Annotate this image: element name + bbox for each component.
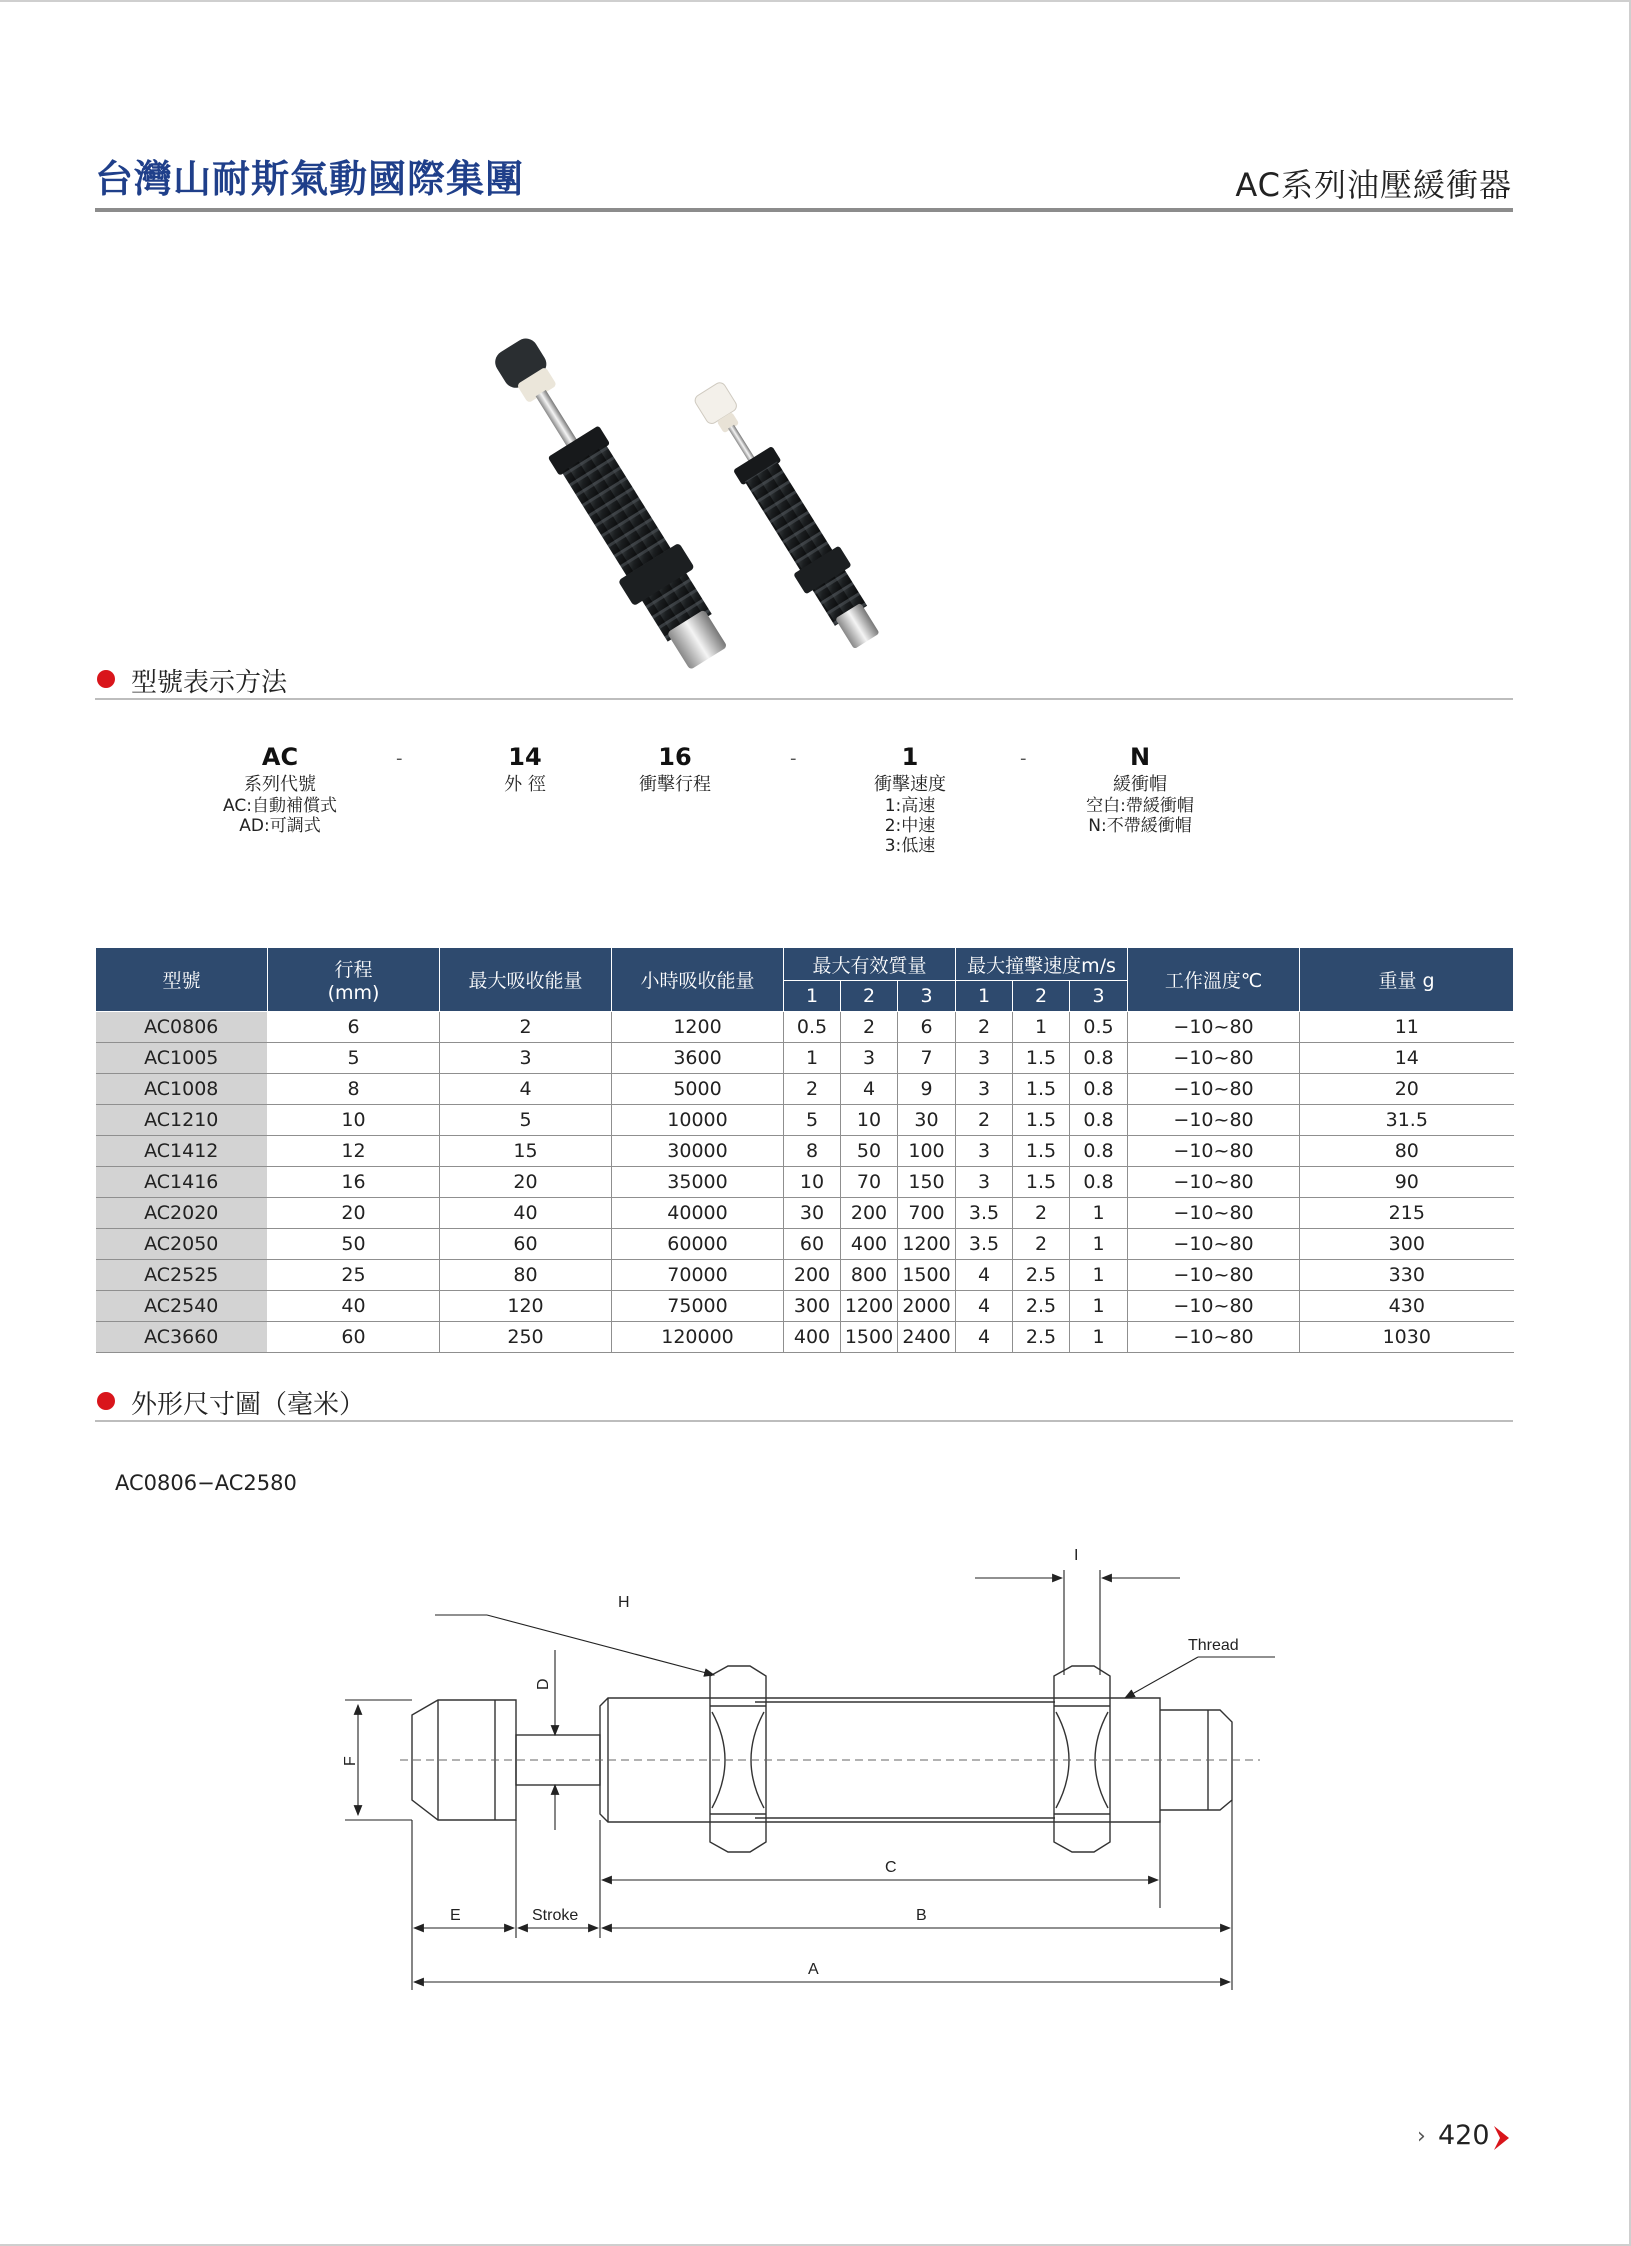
table-cell: 1500 — [898, 1260, 956, 1291]
table-cell: 31.5 — [1300, 1105, 1514, 1136]
header-sub: 1 — [784, 981, 841, 1012]
table-cell: 0.8 — [1070, 1136, 1128, 1167]
table-cell: 5 — [268, 1043, 440, 1074]
table-cell: 90 — [1300, 1167, 1514, 1198]
table-row — [96, 1105, 1514, 1136]
table-cell: 75000 — [612, 1291, 784, 1322]
table-cell: 40 — [268, 1291, 440, 1322]
table-cell: 60000 — [612, 1229, 784, 1260]
table-cell: 0.8 — [1070, 1167, 1128, 1198]
table-cell: 1 — [1070, 1291, 1128, 1322]
model-code-speed — [850, 740, 970, 856]
code-value: 1 — [901, 743, 919, 771]
table-cell: 120000 — [612, 1322, 784, 1353]
table-cell: 0.8 — [1070, 1074, 1128, 1105]
table-cell: 3 — [956, 1136, 1013, 1167]
table-row — [96, 1012, 1514, 1043]
table-cell: 10 — [841, 1105, 898, 1136]
cell-model: AC3660 — [96, 1322, 268, 1353]
table-cell: 15 — [440, 1136, 612, 1167]
dim-label-thread: Thread — [1188, 1637, 1239, 1654]
table-cell: 3 — [440, 1043, 612, 1074]
table-cell: 250 — [440, 1322, 612, 1353]
model-code-stroke — [620, 740, 730, 796]
table-cell: −10~80 — [1128, 1291, 1300, 1322]
table-row — [96, 1167, 1514, 1198]
table-cell: 200 — [841, 1198, 898, 1229]
table-row — [96, 1260, 1514, 1291]
table-cell: −10~80 — [1128, 1260, 1300, 1291]
table-cell: 8 — [784, 1136, 841, 1167]
table-cell: 1200 — [612, 1012, 784, 1043]
table-cell: 2 — [1013, 1229, 1070, 1260]
table-cell: 3 — [956, 1043, 1013, 1074]
table-row — [96, 1043, 1514, 1074]
section-title: 外形尺寸圖（毫米） — [131, 1390, 366, 1420]
page-border-top — [0, 0, 1631, 2]
table-cell: 40 — [440, 1198, 612, 1229]
table-cell: 6 — [268, 1012, 440, 1043]
table-cell: 7 — [898, 1043, 956, 1074]
code-desc: 2:中速 — [884, 816, 936, 836]
model-code-series — [200, 740, 360, 836]
table-cell: 4 — [440, 1074, 612, 1105]
table-cell: 0.5 — [784, 1012, 841, 1043]
header-sub: 2 — [841, 981, 898, 1012]
table-cell: 80 — [440, 1260, 612, 1291]
header-stroke-label: 行程 — [334, 959, 373, 981]
table-cell: 2 — [956, 1012, 1013, 1043]
page-number: 420 — [1438, 2120, 1490, 2151]
table-cell: 80 — [1300, 1136, 1514, 1167]
dim-label-h: H — [618, 1594, 630, 1611]
table-cell: 60 — [784, 1229, 841, 1260]
table-cell: 70000 — [612, 1260, 784, 1291]
table-cell: 9 — [898, 1074, 956, 1105]
table-cell: 150 — [898, 1167, 956, 1198]
table-cell: 10000 — [612, 1105, 784, 1136]
table-cell: 2 — [1013, 1198, 1070, 1229]
table-cell: 12 — [268, 1136, 440, 1167]
table-cell: 25 — [268, 1260, 440, 1291]
table-cell: 2.5 — [1013, 1260, 1070, 1291]
table-cell: 200 — [784, 1260, 841, 1291]
dim-label-stroke: Stroke — [532, 1907, 579, 1924]
table-cell: 2 — [841, 1012, 898, 1043]
header-weight: 重量 g — [1300, 948, 1514, 1012]
table-cell: 2.5 — [1013, 1291, 1070, 1322]
table-cell: 400 — [841, 1229, 898, 1260]
table-cell: −10~80 — [1128, 1198, 1300, 1229]
code-desc: 1:高速 — [884, 796, 936, 816]
table-cell: 50 — [841, 1136, 898, 1167]
table-cell: 300 — [784, 1291, 841, 1322]
table-cell: 30 — [784, 1198, 841, 1229]
dim-label-i: I — [1074, 1547, 1079, 1564]
table-cell: 1200 — [841, 1291, 898, 1322]
section-title: 型號表示方法 — [131, 668, 288, 698]
table-cell: 2400 — [898, 1322, 956, 1353]
code-desc: 3:低速 — [884, 836, 936, 856]
table-cell: 20 — [440, 1167, 612, 1198]
header-sub: 3 — [898, 981, 956, 1012]
table-cell: 430 — [1300, 1291, 1514, 1322]
table-cell: 6 — [898, 1012, 956, 1043]
table-cell: 30000 — [612, 1136, 784, 1167]
table-cell: 1 — [1070, 1260, 1128, 1291]
dim-label-c: C — [885, 1859, 897, 1876]
model-code-bore — [470, 740, 580, 796]
code-label: 緩衝帽 — [1113, 774, 1167, 795]
table-cell: 60 — [268, 1322, 440, 1353]
product-photo — [480, 290, 1100, 670]
dim-label-e: E — [450, 1907, 461, 1924]
table-cell: 5000 — [612, 1074, 784, 1105]
table-cell: 20 — [268, 1198, 440, 1229]
header-model: 型號 — [96, 948, 268, 1012]
table-cell: 8 — [268, 1074, 440, 1105]
table-cell: 1 — [1070, 1322, 1128, 1353]
table-row — [96, 1136, 1514, 1167]
table-cell: 3 — [956, 1074, 1013, 1105]
header-stroke-unit: (mm) — [327, 982, 380, 1004]
table-cell: −10~80 — [1128, 1167, 1300, 1198]
bullet-icon — [97, 1392, 115, 1410]
code-label: 外 徑 — [504, 774, 546, 795]
table-row — [96, 1291, 1514, 1322]
table-cell: 1030 — [1300, 1322, 1514, 1353]
code-value: AC — [261, 743, 299, 771]
cell-model: AC1412 — [96, 1136, 268, 1167]
table-cell: 4 — [956, 1322, 1013, 1353]
table-cell: 800 — [841, 1260, 898, 1291]
table-cell: 1200 — [898, 1229, 956, 1260]
spec-table-body — [96, 1012, 1514, 1353]
table-cell: 4 — [956, 1291, 1013, 1322]
code-value: 14 — [508, 743, 542, 771]
code-separator: - — [790, 748, 797, 769]
header-max-speed: 最大撞擊速度m/s — [956, 948, 1128, 981]
header-divider — [95, 208, 1513, 212]
table-cell: −10~80 — [1128, 1043, 1300, 1074]
drawing-model-range: AC0806−AC2580 — [115, 1471, 297, 1495]
bullet-icon — [97, 670, 115, 688]
shock-absorber-large-image — [482, 326, 739, 670]
table-cell: 2000 — [898, 1291, 956, 1322]
dim-label-f: F — [342, 1756, 359, 1766]
table-cell: 10 — [268, 1105, 440, 1136]
cell-model: AC1210 — [96, 1105, 268, 1136]
table-row — [96, 1074, 1514, 1105]
table-cell: −10~80 — [1128, 1136, 1300, 1167]
code-label: 衝擊速度 — [874, 774, 946, 795]
cell-model: AC1416 — [96, 1167, 268, 1198]
table-cell: −10~80 — [1128, 1105, 1300, 1136]
table-cell: 0.8 — [1070, 1105, 1128, 1136]
table-cell: 2.5 — [1013, 1322, 1070, 1353]
table-cell: 2 — [784, 1074, 841, 1105]
model-code-cap — [1060, 740, 1220, 836]
drawing-nut-right — [1054, 1666, 1110, 1852]
dim-label-a: A — [808, 1961, 819, 1978]
table-cell: 4 — [956, 1260, 1013, 1291]
table-cell: 1.5 — [1013, 1136, 1070, 1167]
header-temp: 工作溫度℃ — [1128, 948, 1300, 1012]
table-cell: 1.5 — [1013, 1167, 1070, 1198]
table-cell: 1 — [1070, 1198, 1128, 1229]
table-cell: 0.5 — [1070, 1012, 1128, 1043]
code-desc: 空白:帶緩衝帽 — [1086, 796, 1194, 816]
table-cell: 0.8 — [1070, 1043, 1128, 1074]
table-cell: 700 — [898, 1198, 956, 1229]
code-desc: AC:自動補償式 — [223, 796, 337, 816]
header-sub: 2 — [1013, 981, 1070, 1012]
table-cell: 3 — [956, 1167, 1013, 1198]
series-title: AC系列油壓緩衝器 — [1235, 166, 1512, 204]
table-cell: 35000 — [612, 1167, 784, 1198]
header-sub: 3 — [1070, 981, 1128, 1012]
table-cell: 100 — [898, 1136, 956, 1167]
code-separator: - — [396, 748, 403, 769]
table-cell: 2 — [956, 1105, 1013, 1136]
header-sub: 1 — [956, 981, 1013, 1012]
section-dimensions — [95, 1380, 1513, 1422]
table-cell: 1 — [1070, 1229, 1128, 1260]
header-max-energy: 最大吸收能量 — [440, 948, 612, 1012]
table-cell: 330 — [1300, 1260, 1514, 1291]
table-row — [96, 1229, 1514, 1260]
table-row — [96, 1322, 1514, 1353]
header-max-mass: 最大有效質量 — [784, 948, 956, 981]
table-cell: −10~80 — [1128, 1229, 1300, 1260]
company-title: 台灣山耐斯氣動國際集團 — [95, 157, 525, 201]
table-cell: 1 — [784, 1043, 841, 1074]
table-cell: 11 — [1300, 1012, 1514, 1043]
cell-model: AC0806 — [96, 1012, 268, 1043]
table-cell: 3.5 — [956, 1198, 1013, 1229]
table-cell: −10~80 — [1128, 1074, 1300, 1105]
table-cell: 40000 — [612, 1198, 784, 1229]
table-cell: 3600 — [612, 1043, 784, 1074]
table-cell: 3.5 — [956, 1229, 1013, 1260]
dim-label-b: B — [916, 1907, 927, 1924]
table-cell: 1.5 — [1013, 1105, 1070, 1136]
table-row — [96, 1198, 1514, 1229]
table-cell: 20 — [1300, 1074, 1514, 1105]
cell-model: AC1005 — [96, 1043, 268, 1074]
header-hourly-energy: 小時吸收能量 — [612, 948, 784, 1012]
shock-absorber-small-image — [686, 374, 890, 655]
table-cell: 16 — [268, 1167, 440, 1198]
table-cell: 1500 — [841, 1322, 898, 1353]
code-value: N — [1129, 743, 1151, 771]
cell-model: AC2020 — [96, 1198, 268, 1229]
cell-model: AC2050 — [96, 1229, 268, 1260]
table-cell: 5 — [440, 1105, 612, 1136]
cell-model: AC2525 — [96, 1260, 268, 1291]
table-cell: 60 — [440, 1229, 612, 1260]
table-cell: 14 — [1300, 1043, 1514, 1074]
code-value: 16 — [658, 743, 692, 771]
drawing-nut-left — [710, 1666, 766, 1852]
table-cell: 120 — [440, 1291, 612, 1322]
page-prev-chevron-icon: › — [1417, 2124, 1426, 2149]
header-stroke — [268, 948, 440, 1012]
table-cell: 300 — [1300, 1229, 1514, 1260]
table-cell: 5 — [784, 1105, 841, 1136]
code-label: 衝擊行程 — [639, 774, 711, 795]
code-desc: AD:可調式 — [239, 816, 321, 836]
spec-table — [95, 947, 1514, 1353]
table-cell: 215 — [1300, 1198, 1514, 1229]
table-cell: 4 — [841, 1074, 898, 1105]
table-cell: 1.5 — [1013, 1043, 1070, 1074]
cell-model: AC2540 — [96, 1291, 268, 1322]
table-cell: 50 — [268, 1229, 440, 1260]
table-cell: −10~80 — [1128, 1322, 1300, 1353]
table-cell: 2 — [440, 1012, 612, 1043]
section-model-coding — [95, 658, 1513, 700]
dimension-drawing — [330, 1530, 1290, 2010]
code-desc: N:不帶緩衝帽 — [1088, 816, 1192, 836]
code-label: 系列代號 — [244, 774, 316, 795]
table-cell: 30 — [898, 1105, 956, 1136]
table-cell: 1.5 — [1013, 1074, 1070, 1105]
code-separator: - — [1020, 748, 1027, 769]
table-cell: 70 — [841, 1167, 898, 1198]
table-cell: 1 — [1013, 1012, 1070, 1043]
cell-model: AC1008 — [96, 1074, 268, 1105]
page-next-chevron-icon — [1491, 2124, 1513, 2152]
table-cell: −10~80 — [1128, 1012, 1300, 1043]
dim-label-d: D — [535, 1678, 552, 1690]
table-cell: 3 — [841, 1043, 898, 1074]
table-cell: 400 — [784, 1322, 841, 1353]
table-cell: 10 — [784, 1167, 841, 1198]
